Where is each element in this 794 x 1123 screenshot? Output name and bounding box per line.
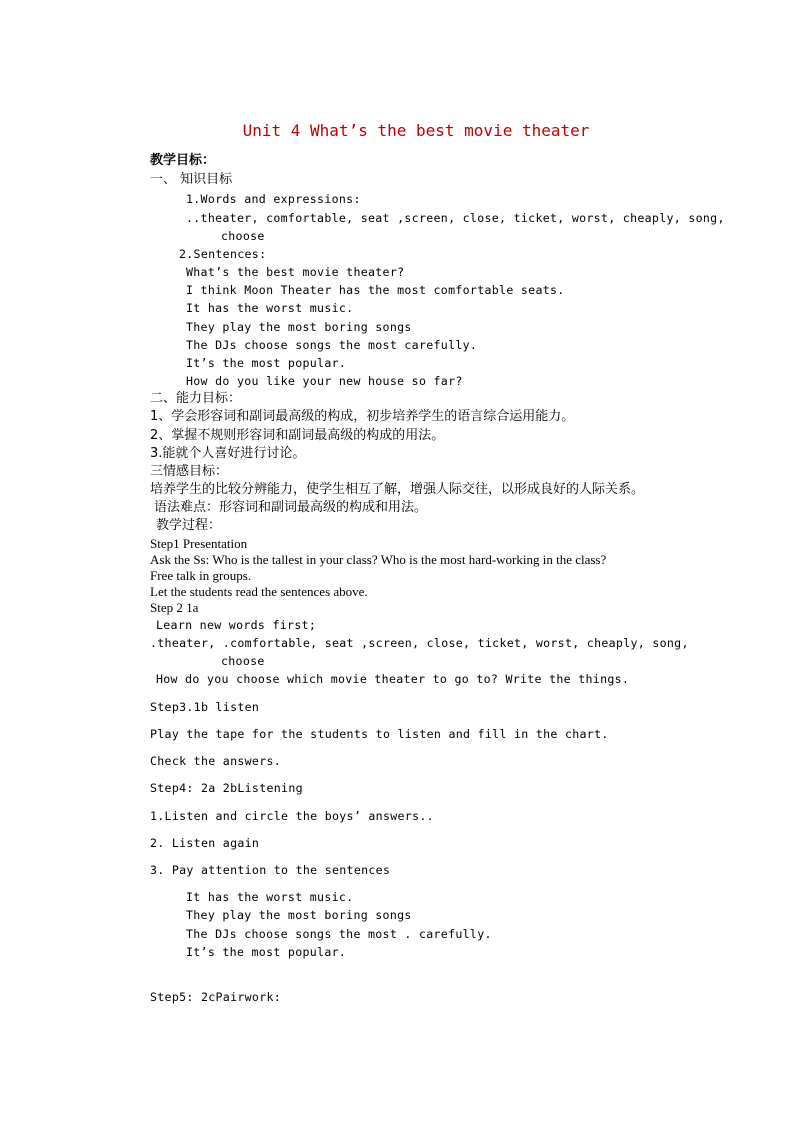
sentences-heading: 2.Sentences: (179, 247, 267, 261)
sentence-item: The DJs choose songs the most carefully. (186, 338, 478, 352)
step2-words-line-1: .theater, .comfortable, seat ,screen, close, ticket, worst, cheaply, song, (150, 636, 689, 650)
step2-words-line-2: choose (221, 654, 265, 668)
step2-learn: Learn new words first; (156, 618, 317, 632)
step4-sentence: The DJs choose songs the most . carefully. (186, 927, 492, 941)
step4-sentence: They play the most boring songs (186, 908, 412, 922)
step1-free-talk: Free talk in groups. (150, 568, 252, 583)
page-title: Unit 4 What’s the best movie theater (242, 121, 590, 140)
sentence-item: What’s the best movie theater? (186, 265, 405, 279)
step5-title: Step5: 2cPairwork: (150, 990, 282, 1004)
emotion-goals-heading: 三情感目标： (150, 464, 229, 479)
step4-item: 1.Listen and circle the boys’ answers.. (150, 809, 434, 823)
step4-title: Step4: 2a 2bListening (150, 781, 303, 795)
words-list-line-1: ..theater, comfortable, seat ,screen, close, ticket, worst, cheaply, song, (186, 211, 725, 225)
ability-item: 2、掌握不规则形容词和副词最高级的构成的用法。 (150, 428, 445, 443)
words-heading: 1.Words and expressions: (186, 192, 361, 206)
step1-read: Let the students read the sentences above. (150, 584, 368, 599)
step3-title: Step3.1b listen (150, 700, 260, 714)
sentence-item: They play the most boring songs (186, 320, 412, 334)
knowledge-goals-heading: 一、 知识目标 (150, 172, 233, 187)
sentence-item: I think Moon Theater has the most comfortable seats. (186, 283, 565, 297)
emotion-goal-text: 培养学生的比较分辨能力，使学生相互了解，增强人际交往，以形成良好的人际关系。 (150, 482, 645, 497)
step4-item: 2. Listen again (150, 836, 260, 850)
words-list-line-2: choose (221, 229, 265, 243)
step3-play: Play the tape for the students to listen and fill in the chart. (150, 727, 609, 741)
ability-item: 1、学会形容词和副词最高级的构成，初步培养学生的语言综合运用能力。 (150, 409, 575, 424)
teaching-process-heading: 教学过程： (156, 518, 222, 533)
step4-sentence: It’s the most popular. (186, 945, 347, 959)
teaching-goals-heading: 教学目标： (150, 153, 216, 168)
step2-title: Step 2 1a (150, 600, 199, 615)
sentence-item: It has the worst music. (186, 301, 354, 315)
ability-item: 3.能就个人喜好进行讨论。 (150, 446, 306, 461)
step1-title: Step1 Presentation (150, 536, 248, 551)
sentence-item: How do you like your new house so far? (186, 374, 463, 388)
sentence-item: It’s the most popular. (186, 356, 347, 370)
grammar-difficulty: 语法难点：形容词和副词最高级的构成和用法。 (154, 500, 428, 515)
step3-check: Check the answers. (150, 754, 282, 768)
step4-sentence: It has the worst music. (186, 890, 354, 904)
step2-question: How do you choose which movie theater to go to? Write the things. (156, 672, 630, 686)
step4-item: 3. Pay attention to the sentences (150, 863, 391, 877)
ability-goals-heading: 二、能力目标： (150, 391, 242, 406)
step1-ask: Ask the Ss: Who is the tallest in your class? Who is the most hard-working in the class? (150, 552, 607, 567)
